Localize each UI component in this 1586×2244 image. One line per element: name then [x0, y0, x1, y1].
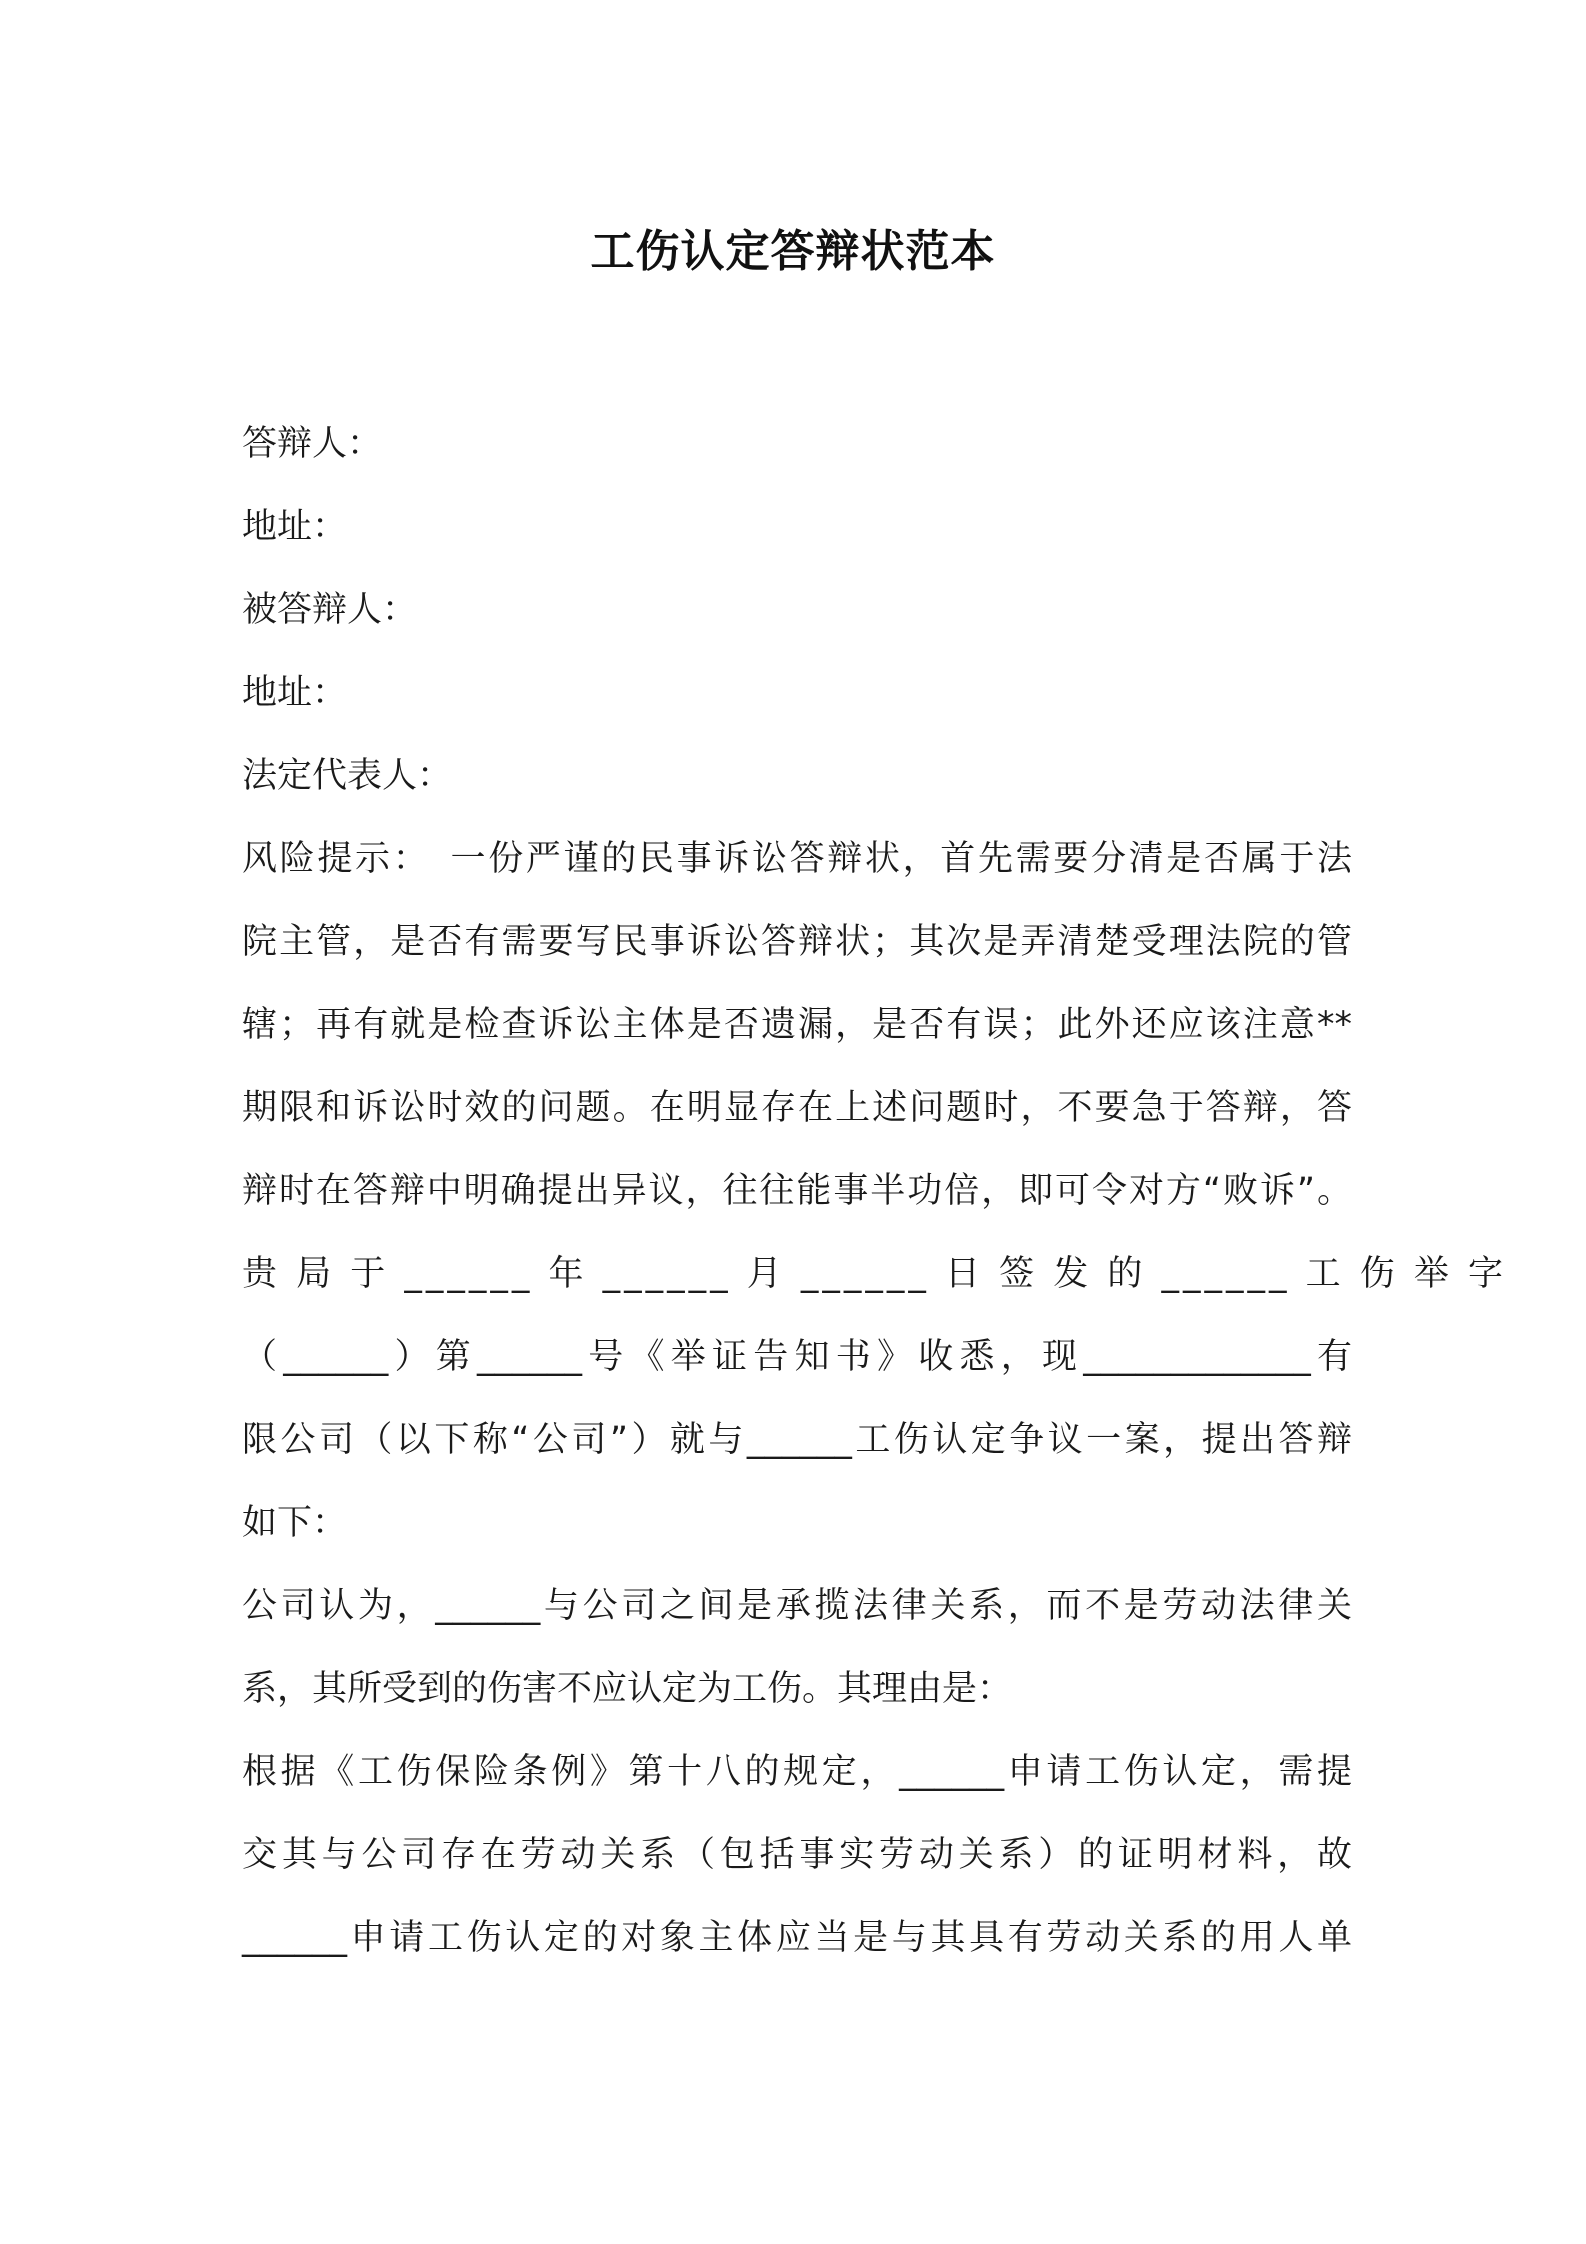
notice-paragraph-line: （______）第______号《举证告知书》收悉，现_____________有: [242, 1337, 1352, 1377]
notice-paragraph-line: 限公司（以下称“公司”）就与______工伤认定争议一案，提出答辩: [242, 1420, 1352, 1460]
reason-paragraph-line: 根据《工伤保险条例》第十八的规定，______申请工伤认定，需提: [242, 1752, 1352, 1792]
risk-notice-line: 辩时在答辩中明确提出异议，往往能事半功倍，即可令对方“败诉”。: [242, 1171, 1352, 1211]
argument-paragraph-line: 公司认为，______与公司之间是承揽法律关系，而不是劳动法律关: [242, 1586, 1352, 1626]
document-body: [242, 403, 1508, 1980]
reason-paragraph-line: 交其与公司存在劳动关系（包括事实劳动关系）的证明材料，故: [242, 1835, 1352, 1875]
notice-paragraph-line: 如下：: [242, 1503, 348, 1543]
document-title: 工伤认定答辩状范本: [590, 226, 996, 277]
claimant-address-label: 地址：: [242, 673, 348, 713]
respondent-label: 答辩人：: [242, 424, 383, 464]
risk-notice-line: 期限和诉讼时效的问题。在明显存在上述问题时，不要急于答辩，答: [242, 1088, 1352, 1128]
notice-paragraph-line: 贵 局 于 ______ 年 ______ 月 ______ 日 签 发 的 ______ 工 伤 举 字: [242, 1254, 1508, 1294]
risk-notice-line: 风险提示： 一份严谨的民事诉讼答辩状，首先需要分清是否属于法: [242, 839, 1352, 879]
risk-notice-line: 辖；再有就是检查诉讼主体是否遗漏，是否有误；此外还应该注意**: [242, 1005, 1352, 1045]
claimant-label: 被答辩人：: [242, 590, 418, 630]
risk-notice-line: 院主管，是否有需要写民事诉讼答辩状；其次是弄清楚受理法院的管: [242, 922, 1352, 962]
reason-paragraph-line: ______申请工伤认定的对象主体应当是与其具有劳动关系的用人单: [242, 1918, 1352, 1958]
respondent-address-label: 地址：: [242, 507, 348, 547]
legal-representative-label: 法定代表人：: [242, 756, 453, 796]
argument-paragraph-line: 系，其所受到的伤害不应认定为工伤。其理由是：: [242, 1669, 1013, 1709]
